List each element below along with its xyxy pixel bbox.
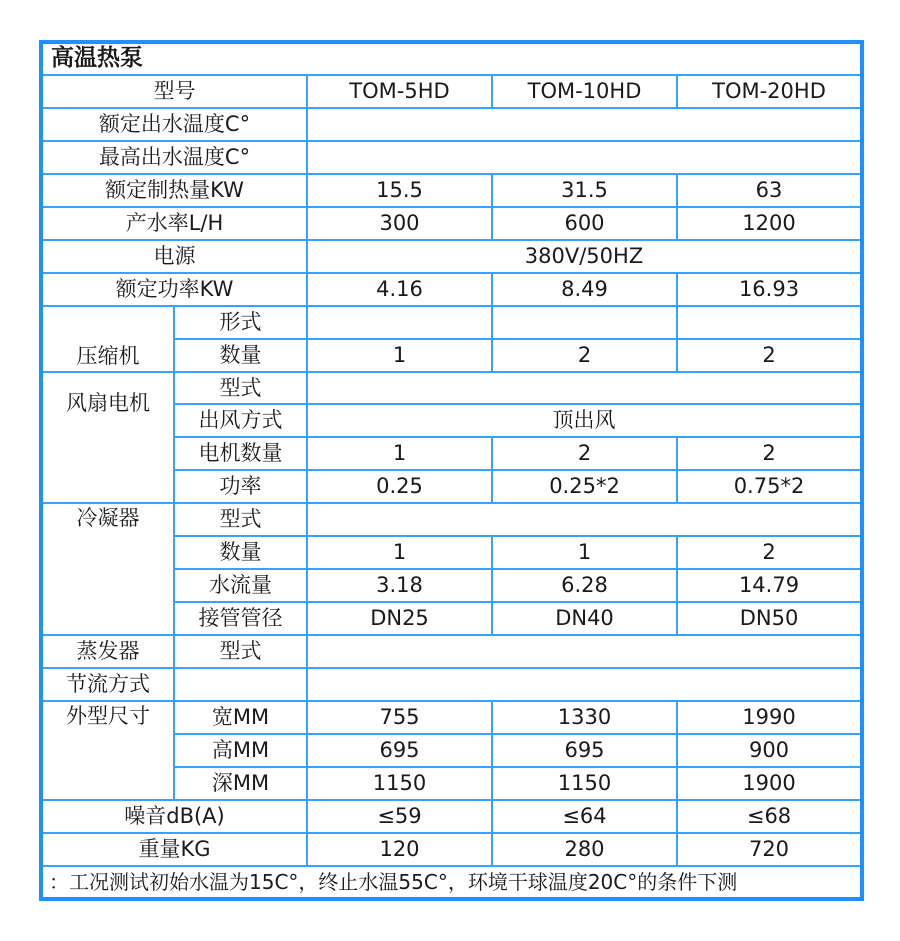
value-cell: ≤64: [492, 800, 677, 833]
value-cell: 8.49: [492, 273, 677, 306]
value-cell: 14.79: [677, 569, 862, 602]
table-row: [41, 668, 862, 701]
row-label: 额定出水温度C°: [41, 108, 307, 141]
sub-label: 数量: [174, 339, 307, 372]
table-row: [41, 273, 862, 306]
title-row: [41, 42, 862, 75]
value-cell: 2: [677, 437, 862, 470]
sub-label: 功率: [174, 470, 307, 503]
group-label: 压缩机: [41, 306, 174, 372]
value-cell: 1: [492, 536, 677, 569]
value-cell: 15.5: [307, 174, 492, 207]
value-cell: [307, 306, 492, 339]
table-title: 高温热泵: [41, 42, 862, 75]
row-label: 最高出水温度C°: [41, 141, 307, 174]
value-cell: 120: [307, 833, 492, 866]
value-cell: 3.18: [307, 569, 492, 602]
value-cell: [307, 141, 862, 174]
value-cell: 280: [492, 833, 677, 866]
value-cell: 600: [492, 207, 677, 240]
spec-table: [39, 40, 864, 901]
value-cell: [307, 108, 862, 141]
value-cell: 300: [307, 207, 492, 240]
value-cell: 1: [307, 339, 492, 372]
value-cell: 2: [492, 339, 677, 372]
table-row: [41, 635, 862, 668]
value-cell: 2: [677, 536, 862, 569]
value-cell: 380V/50HZ: [307, 240, 862, 273]
table-row: [41, 174, 862, 207]
header-label: 型号: [41, 75, 307, 108]
table-row: [41, 372, 862, 405]
sub-label: 水流量: [174, 569, 307, 602]
value-cell: 1900: [677, 767, 862, 800]
sub-label: 高MM: [174, 734, 307, 767]
table-row: [41, 141, 862, 174]
row-label: 额定功率KW: [41, 273, 307, 306]
sub-label: 出风方式: [174, 404, 307, 437]
value-cell: 755: [307, 701, 492, 734]
value-cell: 900: [677, 734, 862, 767]
value-cell: [492, 306, 677, 339]
value-cell: [307, 668, 862, 701]
value-cell: 695: [307, 734, 492, 767]
value-cell: 0.25*2: [492, 470, 677, 503]
table-row: [41, 701, 862, 734]
table-row: [41, 207, 862, 240]
table-row: [41, 306, 862, 339]
group-label: 蒸发器: [41, 635, 174, 668]
model-cell: TOM-5HD: [307, 75, 492, 108]
value-cell: ≤68: [677, 800, 862, 833]
test-condition-note: ：工况测试初始水温为15C°，终止水温55C°，环境干球温度20C°的条件下测: [41, 866, 862, 899]
value-cell: 1990: [677, 701, 862, 734]
sub-label: 深MM: [174, 767, 307, 800]
table-row: [41, 800, 862, 833]
table-row: [41, 503, 862, 536]
group-label: 冷凝器: [41, 503, 174, 635]
table-row: [41, 108, 862, 141]
header-row: [41, 75, 862, 108]
row-label: 额定制热量KW: [41, 174, 307, 207]
sub-label: 型式: [174, 503, 307, 536]
sub-label: 数量: [174, 536, 307, 569]
value-cell: 1: [307, 437, 492, 470]
value-cell: 31.5: [492, 174, 677, 207]
model-cell: TOM-20HD: [677, 75, 862, 108]
group-label: 节流方式: [41, 668, 174, 701]
value-cell: [677, 306, 862, 339]
value-cell: [307, 635, 862, 668]
sub-label: 型式: [174, 635, 307, 668]
value-cell: [307, 372, 862, 405]
row-label: 电源: [41, 240, 307, 273]
value-cell: 1330: [492, 701, 677, 734]
value-cell: 0.75*2: [677, 470, 862, 503]
value-cell: 720: [677, 833, 862, 866]
value-cell: 1: [307, 536, 492, 569]
sub-label: 电机数量: [174, 437, 307, 470]
value-cell: DN40: [492, 602, 677, 635]
sub-label: 型式: [174, 372, 307, 405]
note-row: [41, 866, 862, 899]
row-label: 噪音dB(A): [41, 800, 307, 833]
row-label: 产水率L/H: [41, 207, 307, 240]
group-label: 风扇电机: [41, 372, 174, 504]
sub-label: 宽MM: [174, 701, 307, 734]
sub-label: 形式: [174, 306, 307, 339]
value-cell: 6.28: [492, 569, 677, 602]
model-cell: TOM-10HD: [492, 75, 677, 108]
value-cell: 1150: [307, 767, 492, 800]
value-cell: 1150: [492, 767, 677, 800]
value-cell: 顶出风: [307, 404, 862, 437]
value-cell: [307, 503, 862, 536]
row-label: 重量KG: [41, 833, 307, 866]
table-row: [41, 833, 862, 866]
table-row: [41, 240, 862, 273]
value-cell: 695: [492, 734, 677, 767]
value-cell: 4.16: [307, 273, 492, 306]
group-label: 外型尺寸: [41, 701, 174, 800]
value-cell: DN25: [307, 602, 492, 635]
value-cell: 2: [677, 339, 862, 372]
sub-label: [174, 668, 307, 701]
value-cell: 1200: [677, 207, 862, 240]
value-cell: 0.25: [307, 470, 492, 503]
value-cell: ≤59: [307, 800, 492, 833]
value-cell: DN50: [677, 602, 862, 635]
value-cell: 2: [492, 437, 677, 470]
value-cell: 63: [677, 174, 862, 207]
sub-label: 接管管径: [174, 602, 307, 635]
value-cell: 16.93: [677, 273, 862, 306]
